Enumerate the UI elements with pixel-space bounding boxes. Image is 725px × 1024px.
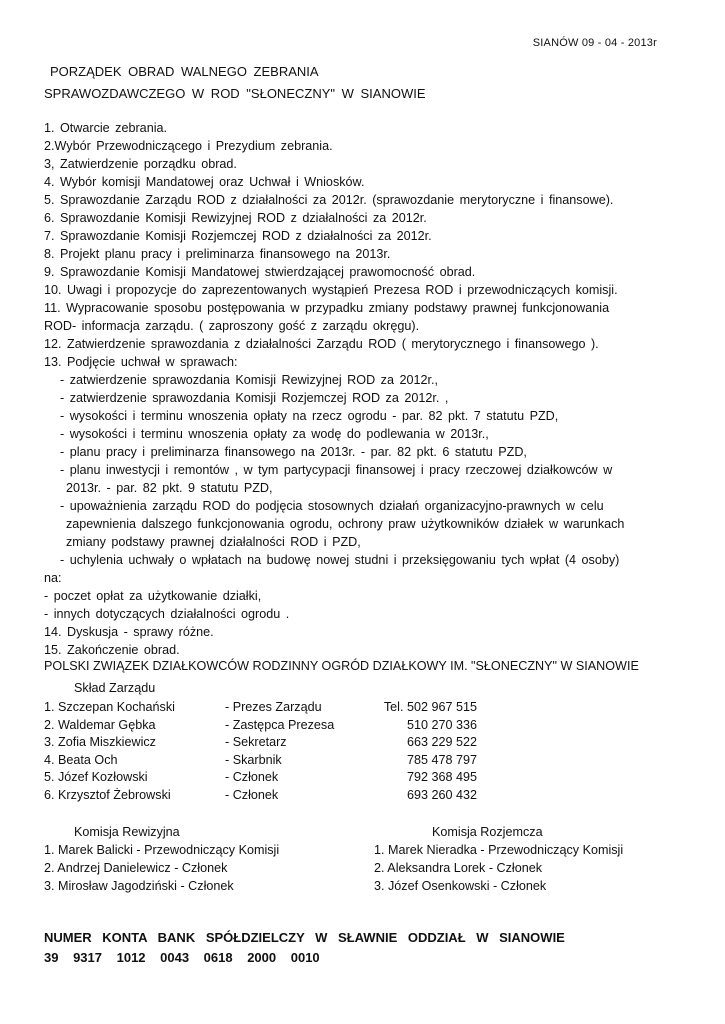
audit-member: 1. Marek Balicki - Przewodniczący Komisji — [44, 843, 280, 857]
resolution-item: - zatwierdzenie sprawozdania Komisji Rozjemczej ROD za 2012r. , — [60, 391, 449, 405]
arbitration-member: 3. Józef Osenkowski - Członek — [374, 879, 547, 893]
document-title-line2: SPRAWOZDAWCZEGO W ROD "SŁONECZNY" W SIANOWIE — [44, 86, 426, 101]
agenda-item: 2.Wybór Przewodniczącego i Prezydium zebrania. — [44, 139, 333, 153]
member-name: 4. Beata Och — [44, 752, 118, 767]
board-title: Skład Zarządu — [74, 681, 156, 695]
committees-section — [44, 823, 684, 895]
board-member-row — [44, 717, 477, 735]
document-title-line1: PORZĄDEK OBRAD WALNEGO ZEBRANIA — [50, 64, 319, 79]
resolution-extra-item: - innych dotyczących działalności ogrodu . — [44, 607, 290, 621]
member-name: 6. Krzysztof Żebrowski — [44, 787, 171, 802]
agenda-list — [44, 119, 684, 659]
agenda-item: 12. Zatwierdzenie sprawozdania z działalności Zarządu ROD ( merytorycznego i finansowego ). — [44, 337, 599, 351]
agenda-item: 13. Podjęcie uchwał w sprawach: — [44, 355, 238, 369]
member-phone: 510 270 336 — [406, 717, 477, 732]
member-role: - Prezes Zarządu — [225, 700, 322, 714]
organization-name: POLSKI ZWIĄZEK DZIAŁKOWCÓW RODZINNY OGRÓD DZIAŁKOWY IM. "SŁONECZNY" W SIANOWIE — [44, 659, 639, 673]
resolution-item: - wysokości i terminu wnoszenia opłaty za wodę do podlewania w 2013r., — [60, 427, 489, 441]
board-member-row — [44, 787, 477, 805]
resolution-item-continuation: zmiany podstawy prawnej działalności ROD i PZD, — [66, 535, 361, 549]
member-role: - Członek — [225, 770, 279, 785]
member-name: 2. Waldemar Gębka — [44, 717, 156, 732]
agenda-item: 6. Sprawozdanie Komisji Rewizyjnej ROD z działalności za 2012r. — [44, 211, 427, 225]
board-member-row — [44, 769, 477, 787]
member-name: 5. Józef Kozłowski — [44, 770, 148, 785]
member-phone: 663 229 522 — [406, 735, 477, 750]
member-role: - Sekretarz — [225, 735, 287, 750]
board-member-row — [44, 699, 477, 717]
member-phone: 693 260 432 — [406, 787, 477, 802]
committee-row — [44, 841, 684, 859]
member-phone: 792 368 495 — [406, 770, 477, 785]
board-member-row — [44, 752, 477, 770]
agenda-item: 8. Projekt planu pracy i preliminarza finansowego na 2013r. — [44, 247, 391, 261]
member-phone: Tel. 502 967 515 — [383, 700, 477, 714]
audit-member: 3. Mirosław Jagodziński - Członek — [44, 879, 234, 893]
agenda-item: 4. Wybór komisji Mandatowej oraz Uchwał i Wniosków. — [44, 175, 365, 189]
agenda-item: ROD- informacja zarządu. ( zaproszony gość z zarządu okręgu). — [44, 319, 420, 333]
agenda-item: 15. Zakończenie obrad. — [44, 643, 180, 657]
committee-headers — [44, 823, 684, 841]
resolution-item: - planu pracy i preliminarza finansowego na 2013r. - par. 82 pkt. 6 statutu PZD, — [60, 445, 527, 459]
resolution-item: - wysokości i terminu wnoszenia opłaty na rzecz ogrodu - par. 82 pkt. 7 statutu PZD, — [60, 409, 559, 423]
resolution-item: - uchylenia uchwały o wpłatach na budowę nowej studni i przeksięgowaniu tych wpłat (4 osoby) — [60, 553, 620, 567]
member-role: - Skarbnik — [225, 752, 282, 767]
arbitration-committee-title: Komisja Rozjemcza — [432, 825, 543, 839]
arbitration-member: 2. Aleksandra Lorek - Członek — [374, 861, 543, 875]
bank-account-number: 39 9317 1012 0043 0618 2000 0010 — [44, 950, 320, 965]
agenda-item: 14. Dyskusja - sprawy różne. — [44, 625, 214, 639]
document-date: SIANÓW 09 - 04 - 2013r — [532, 37, 657, 49]
board-list — [44, 699, 477, 805]
member-phone: 785 478 797 — [406, 752, 477, 767]
member-role: - Zastępca Prezesa — [225, 717, 335, 732]
member-name: 1. Szczepan Kochański — [44, 700, 175, 714]
resolution-item: - upoważnienia zarządu ROD do podjęcia stosownych działań organizacyjno-prawnych w celu — [60, 499, 604, 513]
resolution-item-continuation: 2013r. - par. 82 pkt. 9 statutu PZD, — [66, 481, 273, 495]
member-role: - Członek — [225, 787, 279, 802]
audit-member: 2. Andrzej Danielewicz - Członek — [44, 861, 228, 875]
resolution-item: - planu inwestycji i remontów , w tym partycypacji finansowej i pracy rzeczowej działkowców w — [60, 463, 613, 477]
agenda-item: 11. Wypracowanie sposobu postępowania w przypadku zmiany podstawy prawnej funkcjonowania — [44, 301, 610, 315]
agenda-item: 3, Zatwierdzenie porządku obrad. — [44, 157, 237, 171]
member-name: 3. Zofia Miszkiewicz — [44, 735, 156, 750]
committee-row — [44, 877, 684, 895]
committee-row — [44, 859, 684, 877]
resolution-extra-item: - poczet opłat za użytkowanie działki, — [44, 589, 262, 603]
agenda-item: 5. Sprawozdanie Zarządu ROD z działalności za 2012r. (sprawozdanie merytoryczne i finansowe). — [44, 193, 614, 207]
resolution-item-continuation: zapewnienia dalszego funkcjonowania ogrodu, ochrony praw użytkowników działek w warunkach — [66, 517, 625, 531]
agenda-item: 9. Sprawozdanie Komisji Mandatowej stwierdzającej prawomocność obrad. — [44, 265, 476, 279]
agenda-item: 7. Sprawozdanie Komisji Rozjemczej ROD z działalności za 2012r. — [44, 229, 432, 243]
agenda-item: 1. Otwarcie zebrania. — [44, 121, 167, 135]
bank-account-label: NUMER KONTA BANK SPÓŁDZIELCZY W SŁAWNIE ODDZIAŁ W SIANOWIE — [44, 930, 565, 945]
board-member-row — [44, 734, 477, 752]
agenda-item: 10. Uwagi i propozycje do zaprezentowanych wystąpień Prezesa ROD i przewodniczących komisji. — [44, 283, 618, 297]
arbitration-member: 1. Marek Nieradka - Przewodniczący Komisji — [374, 843, 624, 857]
resolution-item: - zatwierdzenie sprawozdania Komisji Rewizyjnej ROD za 2012r., — [60, 373, 438, 387]
audit-committee-title: Komisja Rewizyjna — [74, 825, 180, 839]
resolution-continuation: na: — [44, 571, 62, 585]
